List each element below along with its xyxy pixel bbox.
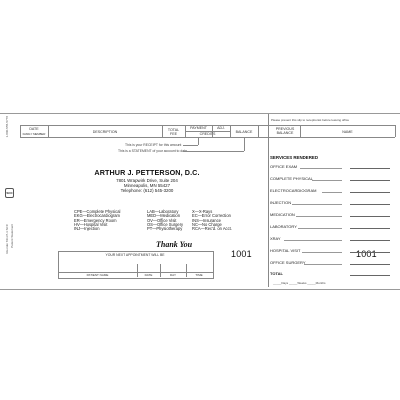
provider-address-1: 7801 Wrapwirk Drive, Suite 204 [116,178,178,183]
company-logo [5,188,14,198]
provider-block [92,168,202,194]
col-credits: CREDITS [199,132,216,136]
appointment-label-date: DATE [144,273,153,277]
appointment-title: YOUR NEXT APPOINTMENT WILL BE [105,253,165,257]
code-item: HV—Hospital Visit [74,221,108,227]
side-label-statement: Patient Statement [10,224,14,248]
code-item: NC—No Charge [192,221,222,227]
receipt-note: This is your RECEIPT for this amount [125,143,182,147]
logo-text: SCC [6,191,13,195]
service-item: LABORATORY [270,224,297,229]
form-number-right: 1001 [356,249,377,259]
codes-column-1 [74,210,120,231]
service-item: HOSPITAL VISIT [270,248,301,253]
code-item: INJ—Injection [74,226,100,232]
col-adj: ADJ. [217,126,225,130]
appointment-label-time: TIME [195,273,203,277]
code-item: INS—Insurance [192,217,221,223]
superbill-form [0,113,400,290]
appointment-label-day: DAY [170,273,176,277]
codes-column-2 [147,210,183,231]
present-slip-note: Please present this slip to receptionist before leaving office [271,118,349,122]
service-item: MEDICATION [270,212,295,217]
service-item: ELECTROCARDIOGRAM [270,188,317,193]
code-item: CPE—Complete Physical [74,209,121,214]
service-item: OFFICE SURGERY [270,260,306,265]
side-label-reorder: Reorder 81137-3 SCC [5,224,9,254]
service-item: COMPLETE PHYSICAL [270,176,313,181]
service-item: XRAY [270,236,281,241]
service-item: OFFICE EXAM [270,164,298,169]
col-date-sub: FAMILY MEMBER [22,132,46,136]
col-total-fee: TOTAL FEE [167,128,180,136]
code-item: ER—Emergency Room [74,217,117,223]
statement-note: This is a STATEMENT of your account to date [118,149,187,153]
provider-name: ARTHUR J. PETTERSON, D.C. [94,168,200,177]
code-item: X—X-Rays [192,209,213,214]
side-label-phone: 1-800-555-5778 [5,116,9,138]
codes-column-3 [192,210,232,231]
provider-phone: Telephone: (612) 545-3200 [120,188,174,194]
col-description: DESCRIPTION [92,130,118,134]
return-visit-note: _____Days _____Weeks _____Months [273,281,326,285]
col-payment: PAYMENT [190,126,207,130]
service-total: TOTAL [270,271,283,276]
code-item: RCA—Rec'd. on Acct. [192,226,232,232]
code-item: OS—Office Surgery [147,221,184,227]
code-item: EC—Error Correction [192,213,231,219]
code-item: LAB—Laboratory [147,209,179,214]
col-name: NAME [342,130,353,134]
col-balance: BALANCE [235,130,253,134]
col-previous-balance: PREVIOUS BALANCE [275,127,295,135]
thank-you-text: Thank You [156,240,193,249]
code-item: MED—Medication [147,213,180,219]
provider-address-2: Minneapolis, MN 55427 [123,183,171,189]
col-date: DATE [29,127,39,131]
services-title: SERVICES RENDERED [270,155,318,160]
form-number-left: 1001 [231,249,252,259]
service-item: INJECTION [270,200,292,205]
code-item: OV—Office Visit [147,217,177,223]
appointment-label-patient: PATIENT NAME [86,273,109,277]
code-item: PT—Physiotherapy [147,226,183,232]
code-item: EKG—Electrocardiogram [74,213,120,219]
